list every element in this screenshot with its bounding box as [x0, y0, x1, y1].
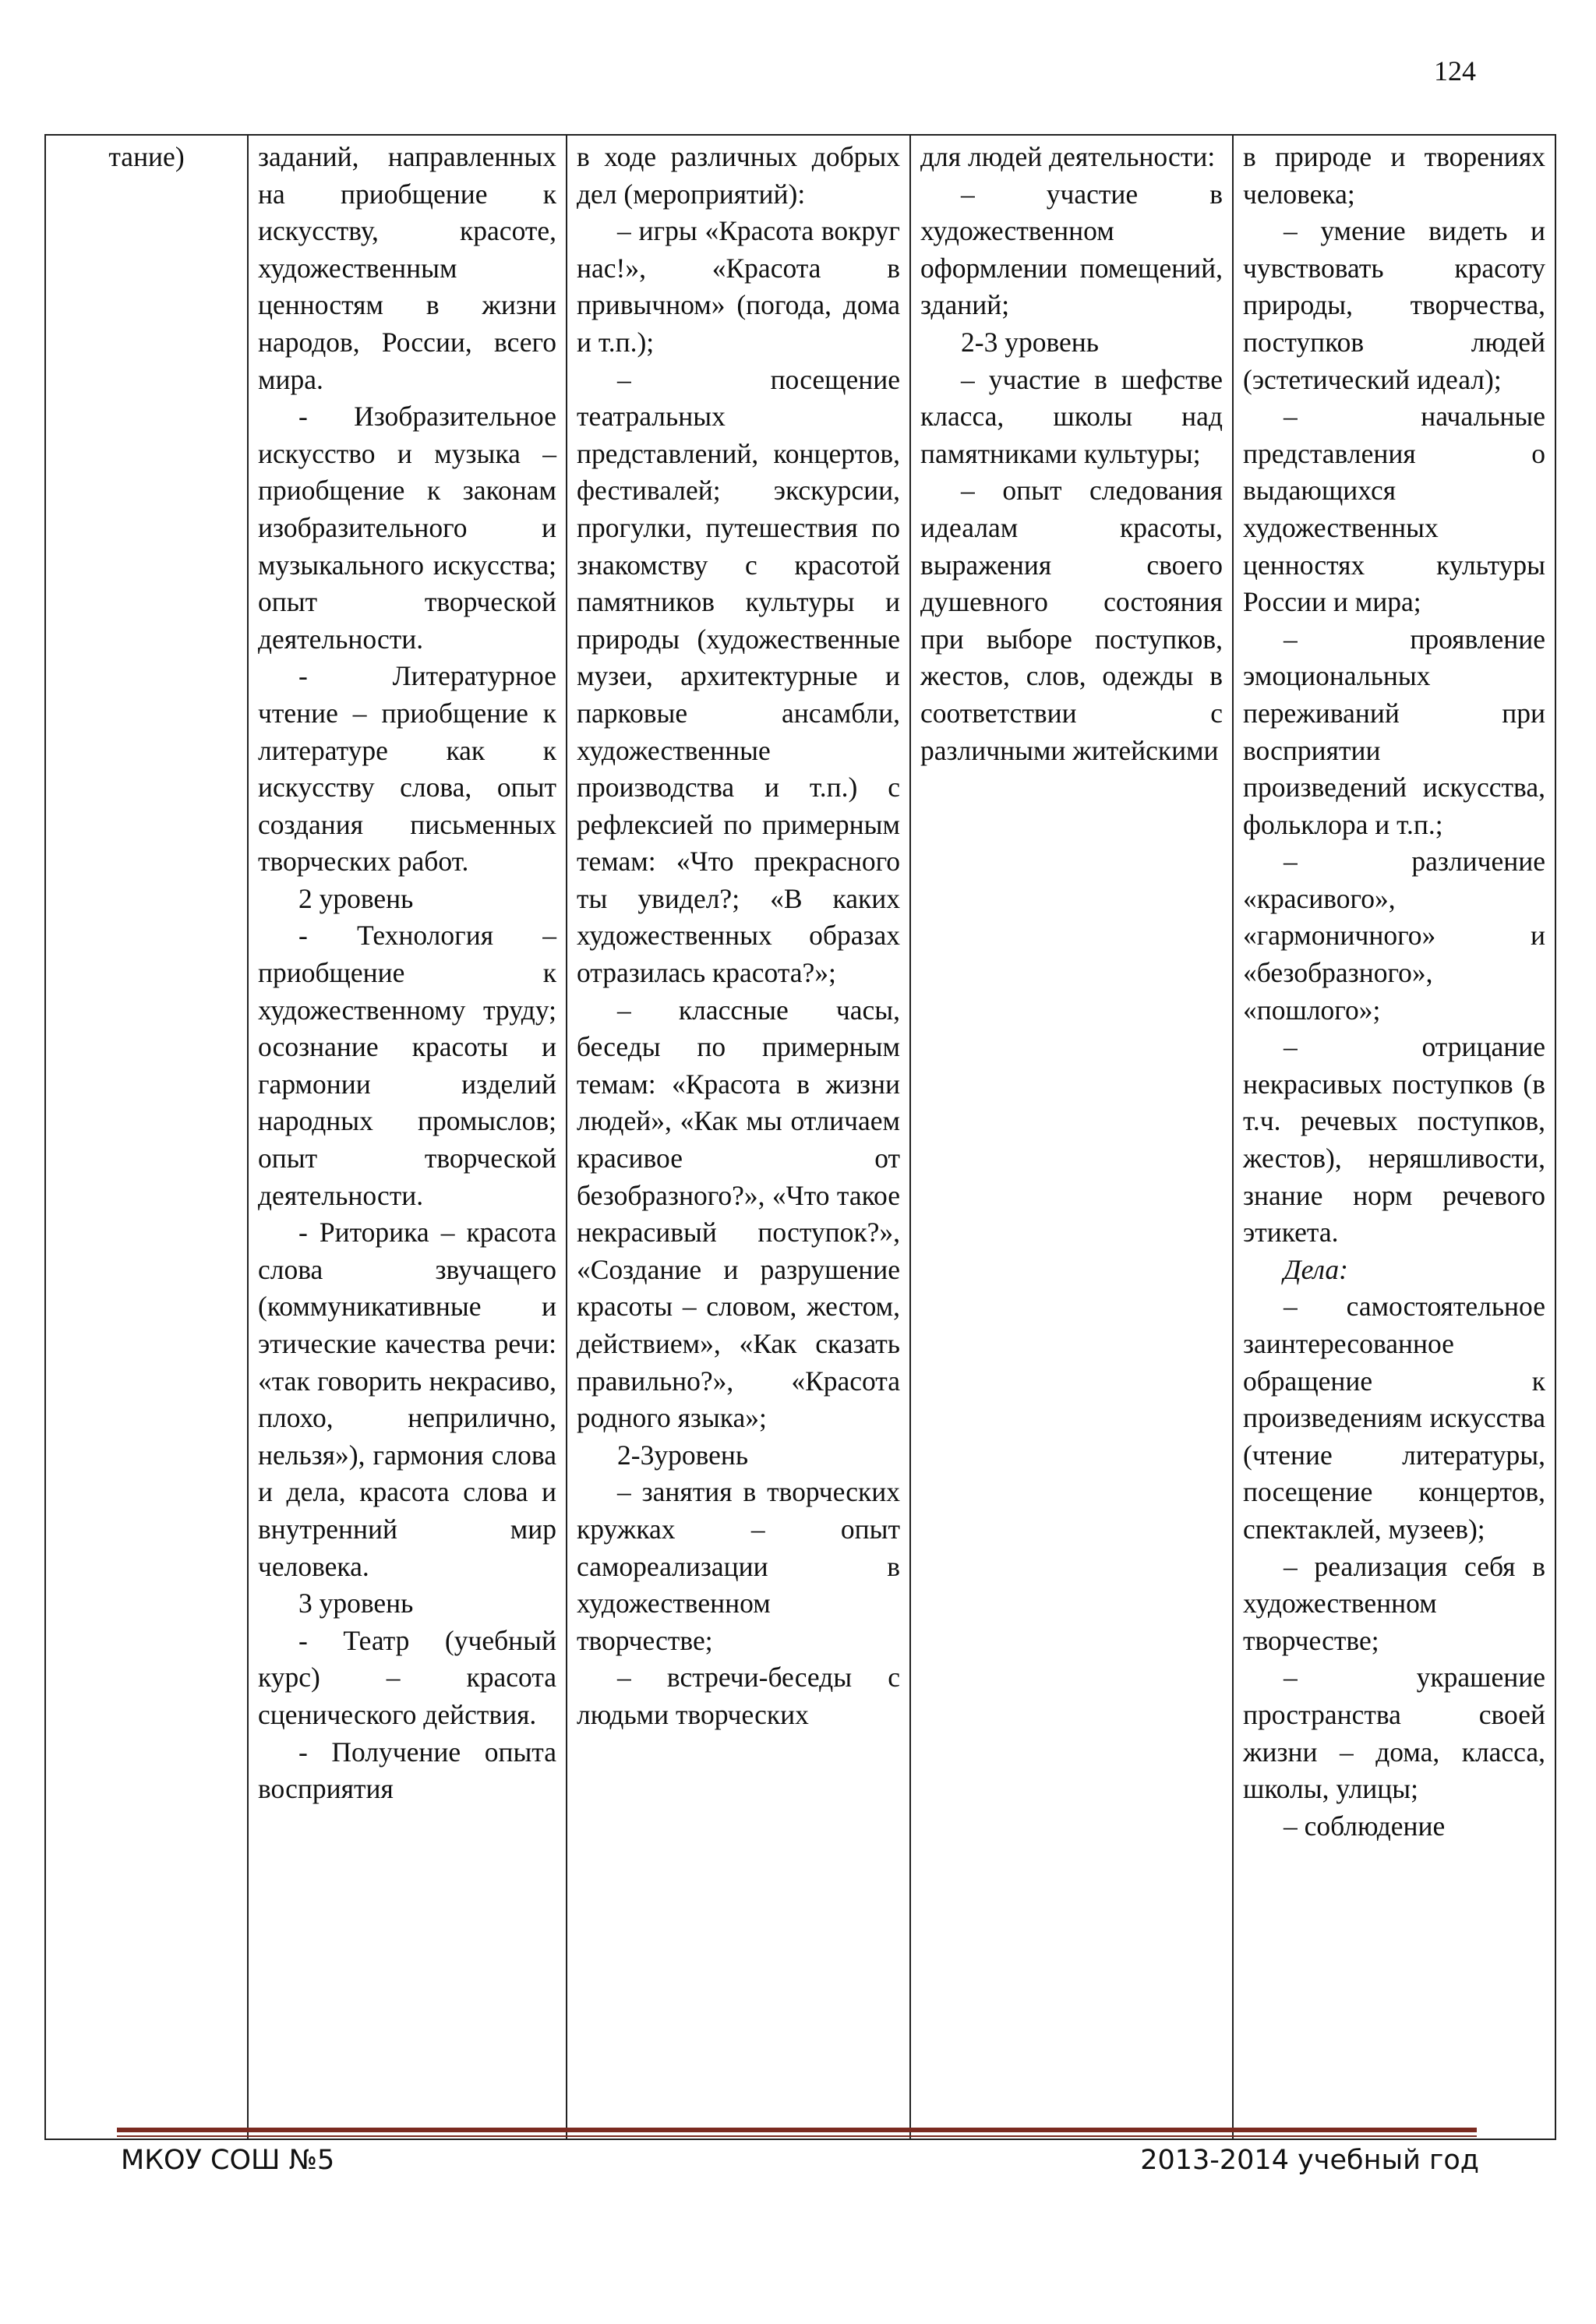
cell-paragraph: - Изобразительное искусство и музыка – приобщение к законам изобразительного и музыкального искусства; опыт творческой деятельности.: [258, 401, 556, 655]
page-number: 124: [1434, 55, 1476, 87]
cell-paragraph: – игры «Красота вокруг нас!», «Красота в привычном» (погода, дома и т.п.);: [577, 215, 900, 358]
cell-paragraph: – умение видеть и чувствовать красоту природы, творчества, поступков людей (эстетический идеал);: [1243, 215, 1545, 395]
footer-school-name: МКОУ СОШ №5: [121, 2145, 335, 2176]
cell-paragraph: – отрицание некрасивых поступков (в т.ч. речевых поступков, жестов), неряшливости, знание норм речевого этикета.: [1243, 1031, 1545, 1249]
table-cell-col5: [1233, 135, 1555, 2139]
content-table: [44, 134, 1556, 2140]
cell-paragraph: – классные часы, беседы по примерным темам: «Красота в жизни людей», «Как мы отличаем красивое от безобразного?», «Что такое некрасивый поступок?», «Создание и разрушение красоты – словом, жестом, действием», «Как сказать правильно?», «Красота родного языка»;: [577, 994, 900, 1434]
footer-school-year: 2013-2014 учебный год: [1140, 2145, 1479, 2176]
cell-paragraph: – различение «красивого», «гармоничного» и «безобразного», «пошлого»;: [1243, 846, 1545, 1026]
cell-paragraph: – участие в шефстве класса, школы над памятниками культуры;: [920, 363, 1223, 469]
table-cell-col2: [248, 135, 567, 2139]
cell-paragraph: - Литературное чтение – приобщение к литературе как к искусству слова, опыт создания письменных творческих работ.: [258, 660, 556, 878]
cell-paragraph: - Получение опыта восприятия: [258, 1736, 556, 1805]
table-cell-col3: [567, 135, 910, 2139]
cell-paragraph: – реализация себя в художественном творчестве;: [1243, 1550, 1545, 1656]
cell-paragraph: 2-3 уровень: [961, 326, 1099, 358]
cell-paragraph: – встречи-беседы с людьми творческих: [577, 1662, 900, 1730]
cell-paragraph: – участие в художественном оформлении помещений, зданий;: [920, 178, 1223, 321]
table-cell-col4: [910, 135, 1233, 2139]
cell-paragraph: заданий, направленных на приобщение к искусству, красоте, художественным ценностям в жизни народов, России, всего мира.: [258, 141, 556, 395]
cell-paragraph: 3 уровень: [298, 1588, 414, 1619]
cell-paragraph: - Театр (учебный курс) – красота сценического действия.: [258, 1624, 556, 1730]
cell-paragraph: Дела:: [1284, 1253, 1348, 1285]
cell-paragraph: – украшение пространства своей жизни – дома, класса, школы, улицы;: [1243, 1662, 1545, 1805]
cell-paragraph: 2-3уровень: [617, 1439, 749, 1471]
cell-paragraph: – проявление эмоциональных переживаний при восприятии произведений искусства, фольклора и т.п.;: [1243, 623, 1545, 840]
table-row: [45, 135, 1555, 2139]
cell-paragraph: в природе и творениях человека;: [1243, 141, 1545, 210]
cell-paragraph: для людей деятельности:: [920, 141, 1216, 172]
footer-divider-thin: [117, 2135, 1477, 2137]
cell-paragraph: 2 уровень: [298, 882, 414, 914]
table-cell-col1: [45, 135, 248, 2139]
cell-paragraph: в ходе различных добрых дел (мероприятий):: [577, 141, 900, 210]
cell-paragraph: – соблюдение: [1284, 1810, 1446, 1842]
cell-paragraph: – начальные представления о выдающихся художественных ценностях культуры России и мира;: [1243, 401, 1545, 618]
footer-divider-thick: [117, 2128, 1477, 2132]
cell-paragraph: – занятия в творческих кружках – опыт самореализации в художественном творчестве;: [577, 1476, 900, 1656]
cell-text: тание): [108, 141, 185, 172]
cell-paragraph: - Риторика – красота слова звучащего (коммуникативные и этические качества речи: «так говорить некрасиво, плохо, неприлично, нельзя»), гармония слова и дела, красота слова и внутренний мир человека.: [258, 1217, 556, 1582]
cell-paragraph: – посещение театральных представлений, концертов, фестивалей; экскурсии, прогулки, путешествия по знакомству с красотой памятников культуры и природы (художественные музеи, архитектурные и парковые ансамбли, художественные производства и т.п.) с рефлексией по примерным темам: «Что прекрасного ты увидел?; «В каких художественных образах отразилась красота?»;: [577, 363, 900, 989]
cell-paragraph: - Технология – приобщение к художественному труду; осознание красоты и гармонии изделий народных промыслов; опыт творческой деятельности.: [258, 920, 556, 1211]
cell-paragraph: – опыт следования идеалам красоты, выражения своего душевного состояния при выборе поступков, жестов, слов, одежды в соответствии с различными житейскими: [920, 475, 1223, 766]
cell-paragraph: – самостоятельное заинтересованное обращение к произведениям искусства (чтение литературы, посещение концертов, спектаклей, музеев);: [1243, 1291, 1545, 1545]
